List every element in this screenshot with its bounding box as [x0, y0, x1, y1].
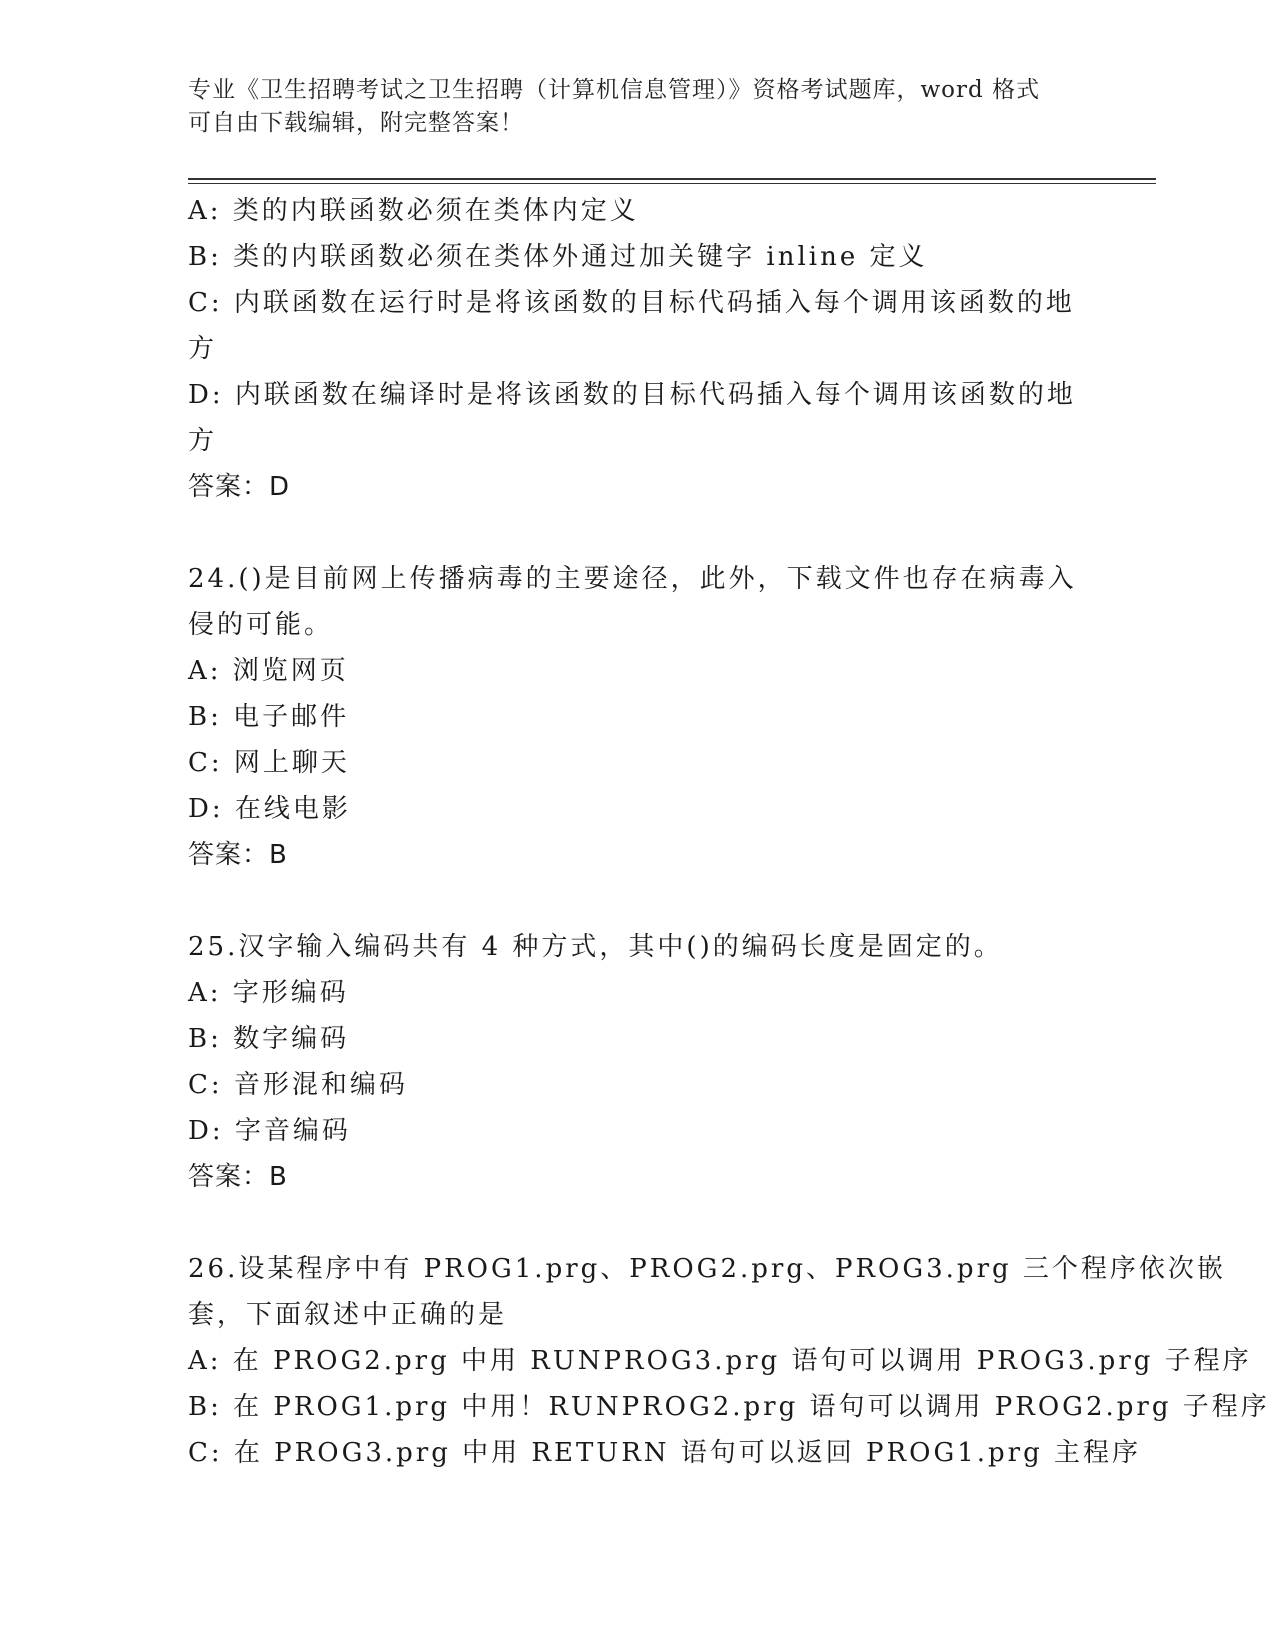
- header-rule-thin: [188, 183, 1156, 184]
- answer: 答案：B: [188, 840, 288, 870]
- question-stem-line-1: 26.设某程序中有 PROG1.prg、PROG2.prg、PROG3.prg 三个程序依次嵌: [188, 1254, 1226, 1284]
- option-b: B: 类的内联函数必须在类体外通过加关键字 inline 定义: [188, 242, 928, 272]
- option-d: D: 字音编码: [188, 1116, 351, 1146]
- option-c-line-2: 方: [188, 334, 218, 364]
- header-rule-thick: [188, 178, 1156, 180]
- spacer: [188, 878, 1088, 924]
- answer: 答案：B: [188, 1162, 288, 1192]
- option-b: B: 在 PROG1.prg 中用！RUNPROG2.prg 语句可以调用 PROG2.prg 子程序: [188, 1392, 1270, 1422]
- option-a: A: 类的内联函数必须在类体内定义: [188, 196, 639, 226]
- header-line-2: 可自由下载编辑，附完整答案！: [188, 110, 524, 136]
- question-26: [188, 1246, 1270, 1476]
- question-stem-line-1: 24.()是目前网上传播病毒的主要途径，此外，下载文件也存在病毒入: [188, 564, 1077, 594]
- question-list: [188, 188, 1270, 1476]
- question-24: [188, 556, 1088, 878]
- question-stem-line-2: 套，下面叙述中正确的是: [188, 1300, 508, 1330]
- spacer: [188, 510, 1088, 556]
- spacer: [188, 1200, 1088, 1246]
- question-25: [188, 924, 1088, 1200]
- option-a: A: 浏览网页: [188, 656, 349, 686]
- option-d-line-2: 方: [188, 426, 218, 456]
- option-d-line-1: D: 内联函数在编译时是将该函数的目标代码插入每个调用该函数的地: [188, 380, 1076, 410]
- option-c-line-1: C: 内联函数在运行时是将该函数的目标代码插入每个调用该函数的地: [188, 288, 1075, 318]
- option-a: A: 在 PROG2.prg 中用 RUNPROG3.prg 语句可以调用 PROG3.prg 子程序: [188, 1346, 1252, 1376]
- answer: 答案：D: [188, 472, 291, 502]
- question-stem-line-1: 25.汉字输入编码共有 4 种方式，其中()的编码长度是固定的。: [188, 932, 1003, 962]
- question-23: [188, 188, 1088, 510]
- option-c: C: 音形混和编码: [188, 1070, 408, 1100]
- option-a: A: 字形编码: [188, 978, 349, 1008]
- option-c: C: 网上聊天: [188, 748, 350, 778]
- option-c: C: 在 PROG3.prg 中用 RETURN 语句可以返回 PROG1.prg 主程序: [188, 1438, 1141, 1468]
- question-stem-line-2: 侵的可能。: [188, 610, 334, 640]
- document-header: [188, 74, 1088, 140]
- option-d: D: 在线电影: [188, 794, 351, 824]
- option-b: B: 电子邮件: [188, 702, 350, 732]
- option-b: B: 数字编码: [188, 1024, 350, 1054]
- header-line-1: 专业《卫生招聘考试之卫生招聘（计算机信息管理）》资格考试题库，word 格式: [188, 77, 1041, 103]
